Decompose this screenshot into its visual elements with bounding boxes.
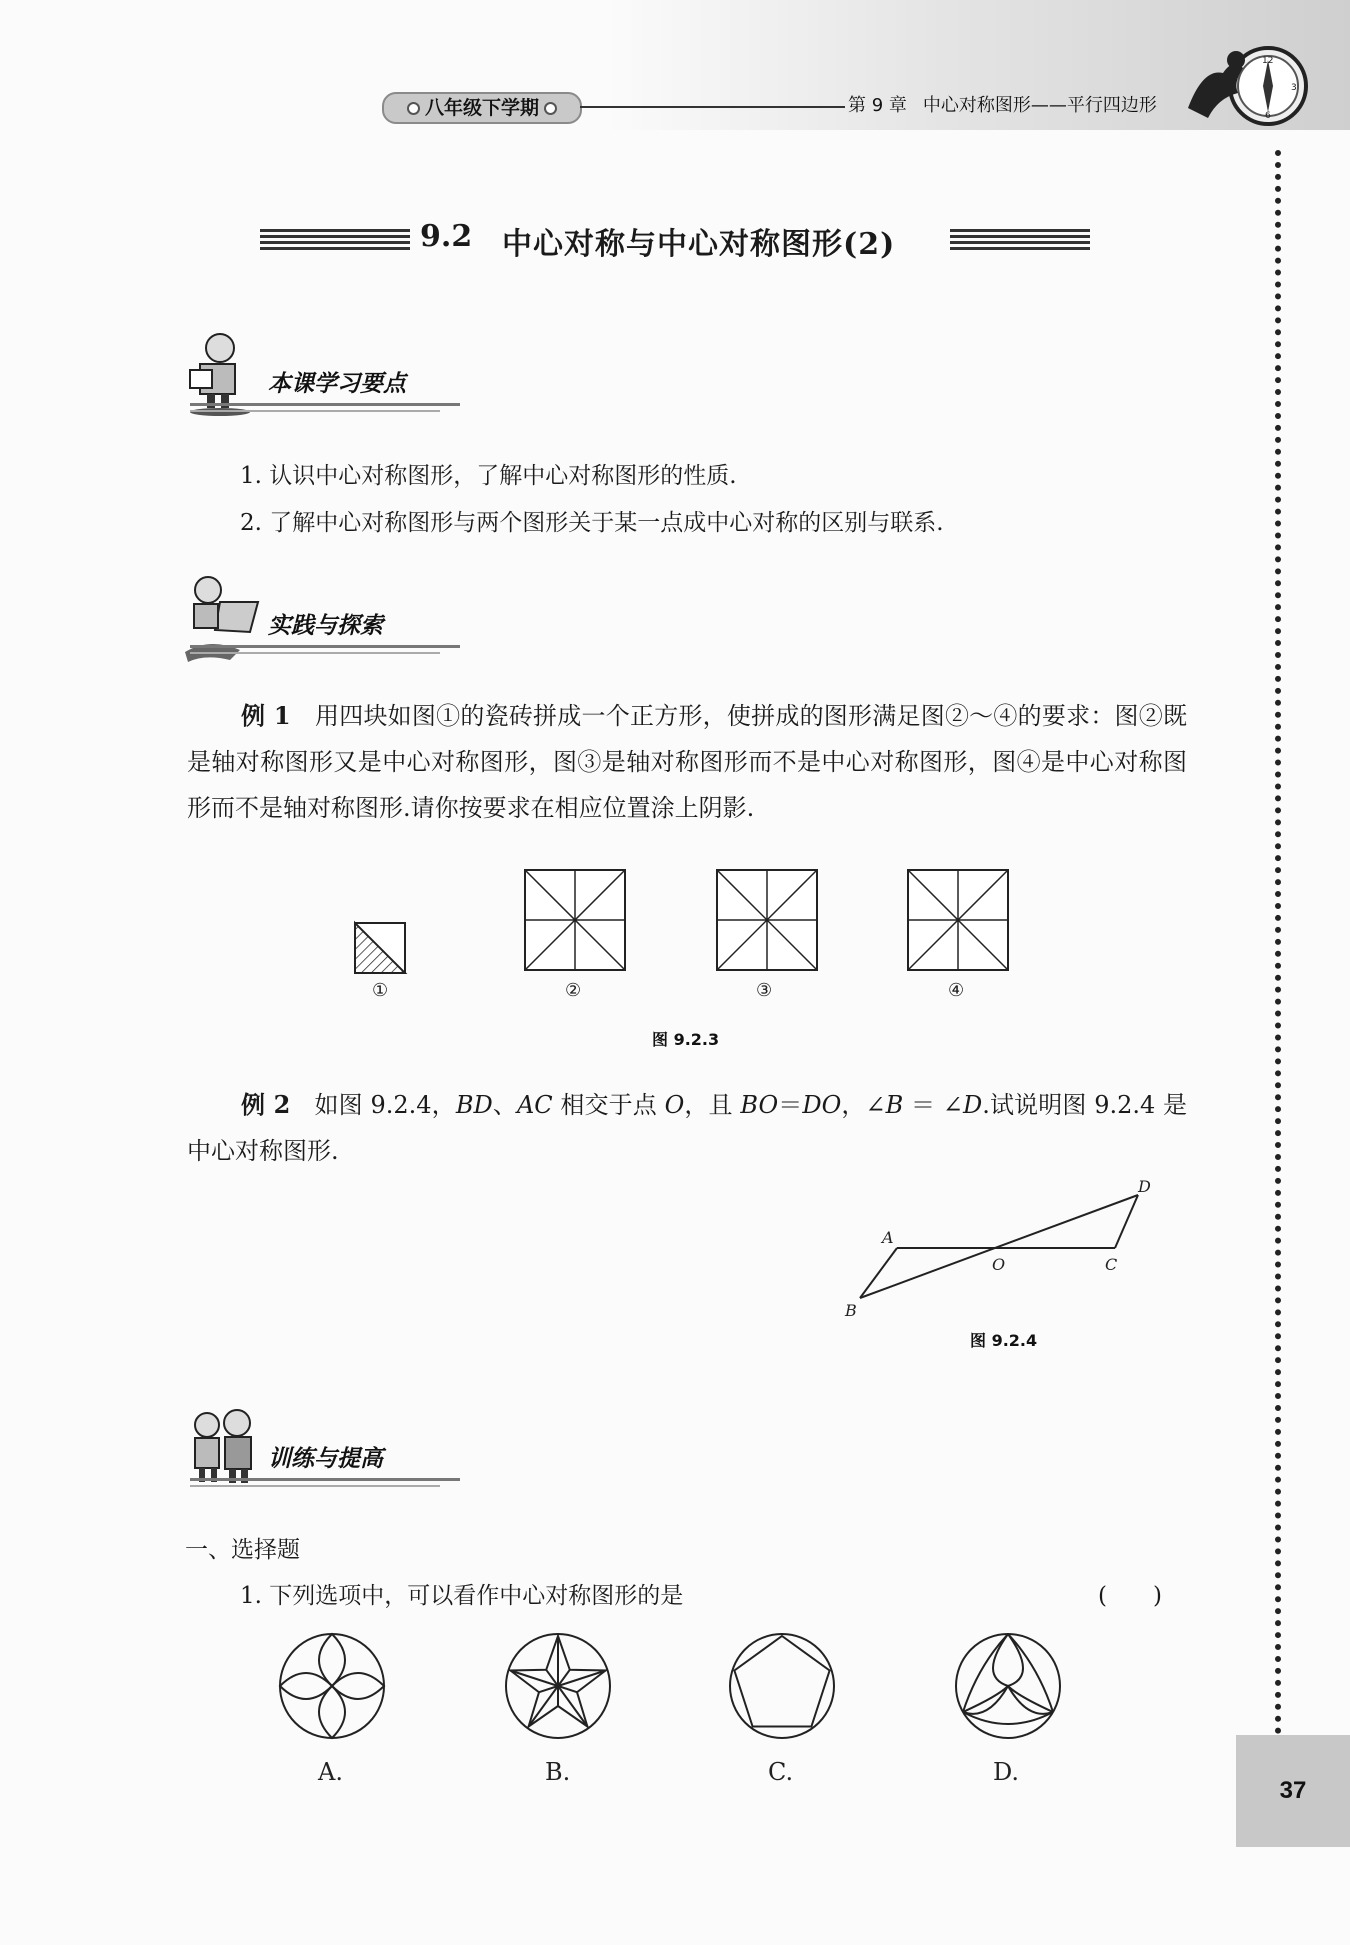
chapter-heading [848,91,1173,117]
option-a-label[interactable]: A. [318,1758,343,1786]
part-1-title: 一、选择题 [185,1537,300,1563]
ex2-math: D [963,1091,983,1119]
key-points-title: 本课学习要点 [268,371,406,397]
option-b-figure [506,1634,610,1738]
section-title [240,215,1110,265]
fig-label-1: ① [372,980,389,1001]
grade-badge [382,92,582,124]
student-reading-icon [185,330,265,420]
title-stripes-right [950,229,1090,253]
ex2-math: BD [455,1091,493,1119]
training-title: 训练与提高 [268,1446,383,1472]
figure-9-2-3 [340,865,1040,1005]
example-1-label: 例 1 [241,701,291,730]
point-D: D [1138,1180,1151,1196]
practice-header [180,572,480,662]
ex2-text: 、 [492,1091,517,1119]
point-B: B [845,1301,857,1320]
title-stripes-left [260,229,410,253]
option-d-label[interactable]: D. [993,1758,1020,1786]
ex2-text: ，∠ [841,1091,886,1119]
example-1 [187,693,1187,831]
training-header [180,1405,480,1495]
grid-3 [717,870,817,970]
grid-4 [908,870,1008,970]
figure-9-2-3-caption: 图 9.2.3 [652,1030,720,1049]
option-d-figure [956,1634,1060,1738]
ex2-text: 如图 9.2.4， [314,1091,456,1119]
page-dotted-border [1275,150,1281,1735]
option-c-figure [730,1634,834,1738]
fig-label-2: ② [565,980,582,1001]
fig-label-4: ④ [948,980,965,1001]
question-1-text: 1. 下列选项中，可以看作中心对称图形的是 [240,1583,684,1609]
tile-1 [355,923,405,973]
ex2-math: BO [740,1091,779,1119]
svg-text:6: 6 [1265,111,1271,121]
two-students-icon [185,1405,270,1495]
pill-dot-icon [544,102,557,115]
option-c-label[interactable]: C. [768,1758,794,1786]
example-2 [187,1082,1187,1174]
section-number: 9.2 [420,219,473,254]
ex2-text: 相交于点 [552,1091,665,1119]
svg-text:3: 3 [1291,83,1297,93]
answer-blank[interactable]: ( ) [1098,1583,1162,1609]
practice-title: 实践与探索 [268,613,383,639]
fig-label-3: ③ [756,980,773,1001]
ex2-math: AC [516,1091,553,1119]
page-number: 37 [1236,1735,1350,1847]
point-C: C [1105,1255,1118,1274]
ex2-text: ＝ [778,1091,803,1119]
point-O: O [992,1255,1006,1274]
chapter-number: 第 9 章 [848,95,907,116]
figure-9-2-4-caption: 图 9.2.4 [970,1331,1038,1350]
example-2-label: 例 2 [241,1090,291,1119]
ex2-text: ＝ ∠ [903,1091,963,1119]
ex2-math: B [885,1091,904,1119]
key-point-2: 2. 了解中心对称图形与两个图形关于某一点成中心对称的区别与联系. [240,510,944,536]
figure-9-2-4 [840,1180,1170,1340]
compass-runner-icon [1178,38,1313,133]
pill-dot-icon [407,102,420,115]
ex2-math: O [664,1091,685,1119]
chapter-title: 中心对称图形——平行四边形 [922,95,1157,116]
question-1-options [270,1630,1070,1750]
example-1-text: 用四块如图①的瓷砖拼成一个正方形，使拼成的图形满足图②～④的要求：图②既是轴对称图形又是中心对称图形，图③是轴对称图形而不是中心对称图形，图④是中心对称图形而不是轴对称图形.请你按要求在相应位置涂上阴影. [187,702,1188,822]
grade-label: 八年级下学期 [424,97,539,119]
svg-text:12: 12 [1262,56,1274,66]
key-point-1: 1. 认识中心对称图形，了解中心对称图形的性质. [240,463,737,489]
option-a-figure [280,1634,384,1738]
ex2-math: DO [802,1091,842,1119]
grid-2 [525,870,625,970]
option-b-label[interactable]: B. [545,1758,571,1786]
key-points-header [180,330,480,420]
ex2-text: ，且 [684,1091,741,1119]
point-A: A [882,1228,894,1247]
ex2-text: .试说明图 9.2.4 是中心对称图形. [187,1091,1188,1165]
section-name: 中心对称与中心对称图形(2) [502,227,896,262]
header-divider [580,106,845,108]
